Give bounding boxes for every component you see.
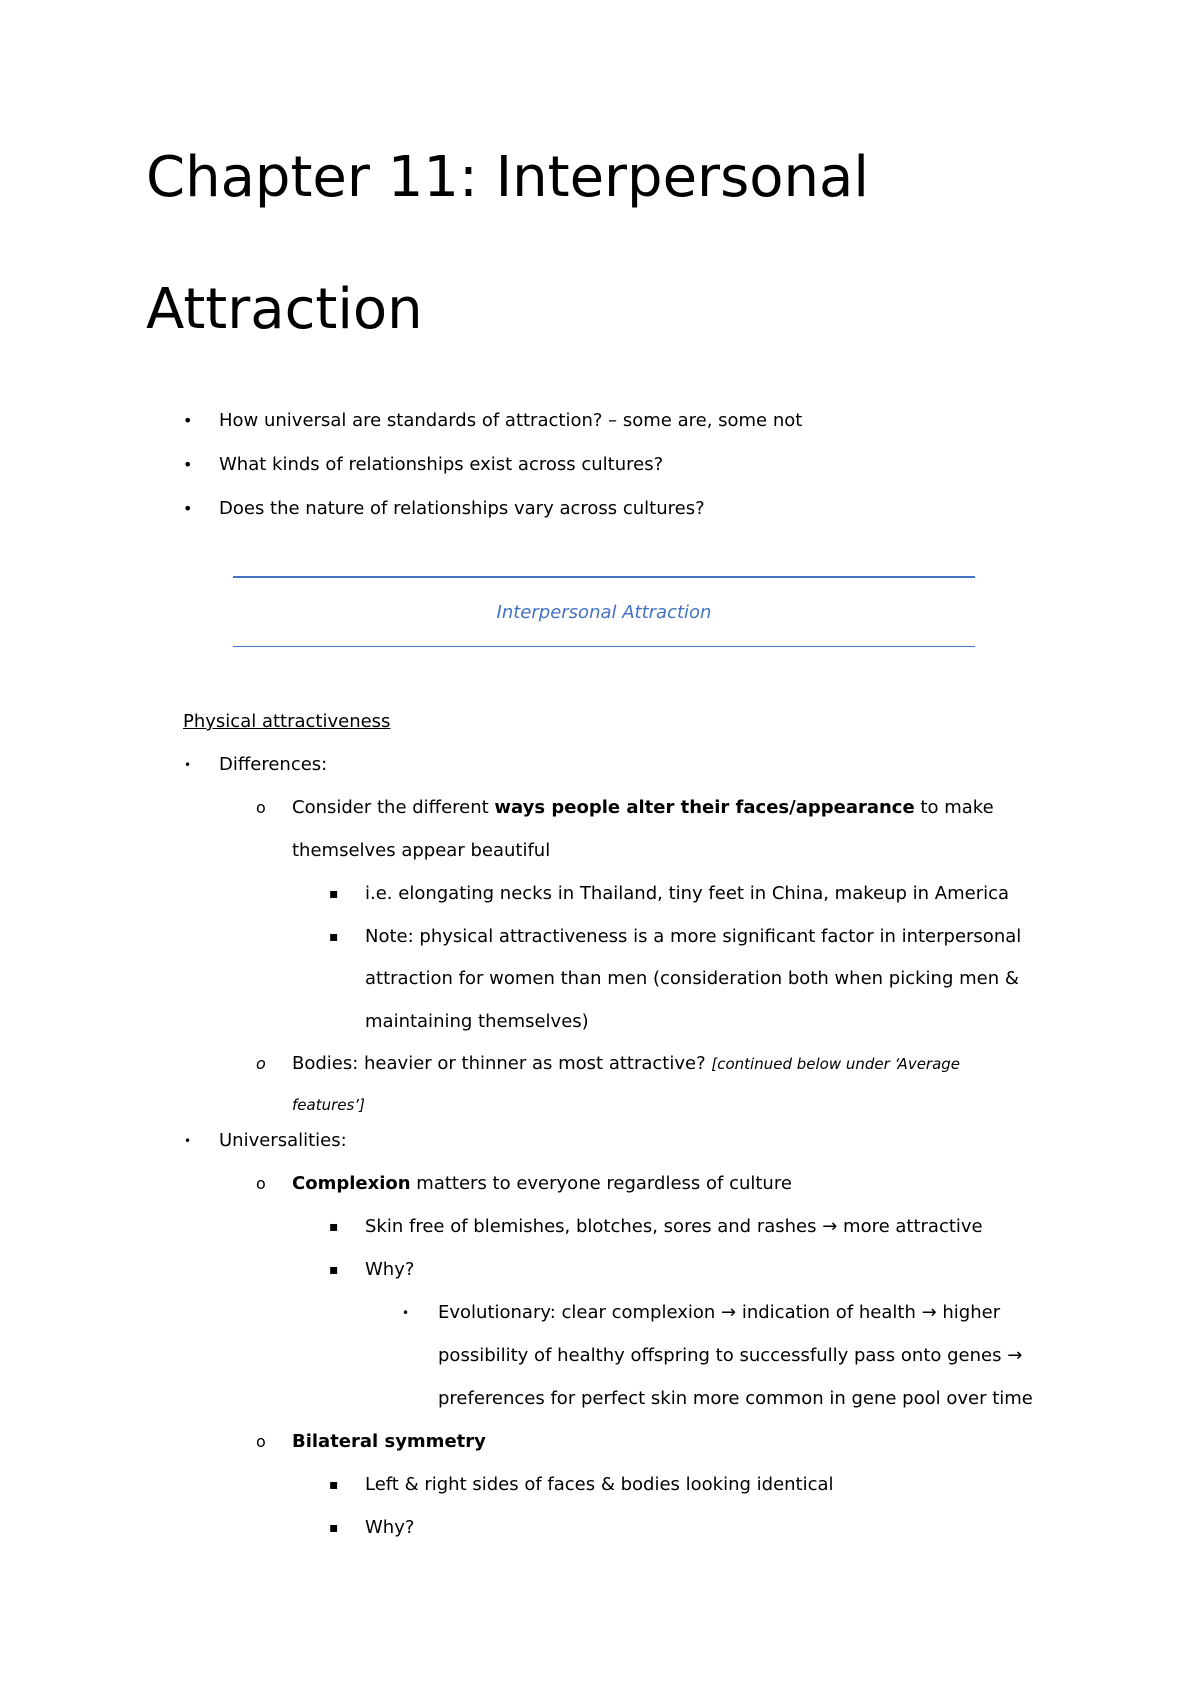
bullet-marker: • bbox=[402, 1306, 410, 1320]
bullet-marker: • bbox=[184, 1134, 192, 1148]
consider-bold: ways people alter their faces/appearance bbox=[494, 797, 915, 818]
complexion-line bbox=[292, 1173, 792, 1195]
consider-continuation: themselves appear beautiful bbox=[292, 840, 551, 861]
why-line: Why? bbox=[365, 1517, 415, 1538]
heading-rule-top bbox=[233, 576, 975, 578]
example-line: i.e. elongating necks in Thailand, tiny feet in China, makeup in America bbox=[365, 883, 1010, 904]
heading-rule-bottom bbox=[233, 646, 975, 647]
section-heading: Interpersonal Attraction bbox=[496, 602, 712, 623]
bullet-marker: ▪ bbox=[329, 886, 339, 902]
bullet-marker: o bbox=[256, 1432, 266, 1451]
consider-post: to make bbox=[914, 797, 994, 818]
skin-line: Skin free of blemishes, blotches, sores and rashes → more attractive bbox=[365, 1216, 983, 1237]
question-item: What kinds of relationships exist across cultures? bbox=[219, 454, 664, 475]
bullet-marker: o bbox=[256, 1054, 266, 1073]
bullet-marker: ▪ bbox=[329, 929, 339, 945]
bullet-marker: ▪ bbox=[329, 1520, 339, 1536]
bullet-marker: ▪ bbox=[329, 1219, 339, 1235]
bullet-marker: • bbox=[183, 499, 193, 518]
bilateral-line bbox=[292, 1431, 486, 1453]
bullet-marker: • bbox=[184, 758, 192, 772]
bilateral-bold: Bilateral symmetry bbox=[292, 1431, 486, 1452]
bodies-text: Bodies: heavier or thinner as most attractive? bbox=[292, 1053, 712, 1074]
evolutionary-line: possibility of healthy offspring to successfully pass onto genes → bbox=[438, 1345, 1023, 1366]
subheading: Physical attractiveness bbox=[183, 711, 391, 732]
question-item: Does the nature of relationships vary across cultures? bbox=[219, 498, 705, 519]
consider-pre: Consider the different bbox=[292, 797, 495, 818]
why-line: Why? bbox=[365, 1259, 415, 1280]
evolutionary-line: preferences for perfect skin more common in gene pool over time bbox=[438, 1388, 1033, 1409]
bullet-marker: o bbox=[256, 1174, 266, 1193]
evolutionary-line: Evolutionary: clear complexion → indication of health → higher bbox=[438, 1302, 1001, 1323]
note-line: attraction for women than men (consideration both when picking men & bbox=[365, 968, 1019, 989]
bullet-marker: ▪ bbox=[329, 1477, 339, 1493]
note-line: maintaining themselves) bbox=[365, 1011, 589, 1032]
bodies-line bbox=[292, 1053, 960, 1075]
chapter-title-line2: Attraction bbox=[146, 277, 423, 342]
bullet-marker: ▪ bbox=[329, 1262, 339, 1278]
chapter-title-line1: Chapter 11: Interpersonal bbox=[146, 145, 869, 210]
universalities-label: Universalities: bbox=[219, 1130, 347, 1151]
left-right-line: Left & right sides of faces & bodies looking identical bbox=[365, 1474, 834, 1495]
bullet-marker: • bbox=[183, 455, 193, 474]
bodies-italic-continuation: features’] bbox=[292, 1096, 365, 1114]
complexion-rest: matters to everyone regardless of culture bbox=[410, 1173, 792, 1194]
bullet-marker: • bbox=[183, 411, 193, 430]
bodies-italic: [continued below under ‘Average bbox=[711, 1055, 961, 1073]
differences-label: Differences: bbox=[219, 754, 328, 775]
bullet-marker: o bbox=[256, 798, 266, 817]
note-line: Note: physical attractiveness is a more significant factor in interpersonal bbox=[365, 926, 1022, 947]
complexion-bold: Complexion bbox=[292, 1173, 411, 1194]
question-item: How universal are standards of attraction? – some are, some not bbox=[219, 410, 803, 431]
consider-line bbox=[292, 797, 994, 819]
